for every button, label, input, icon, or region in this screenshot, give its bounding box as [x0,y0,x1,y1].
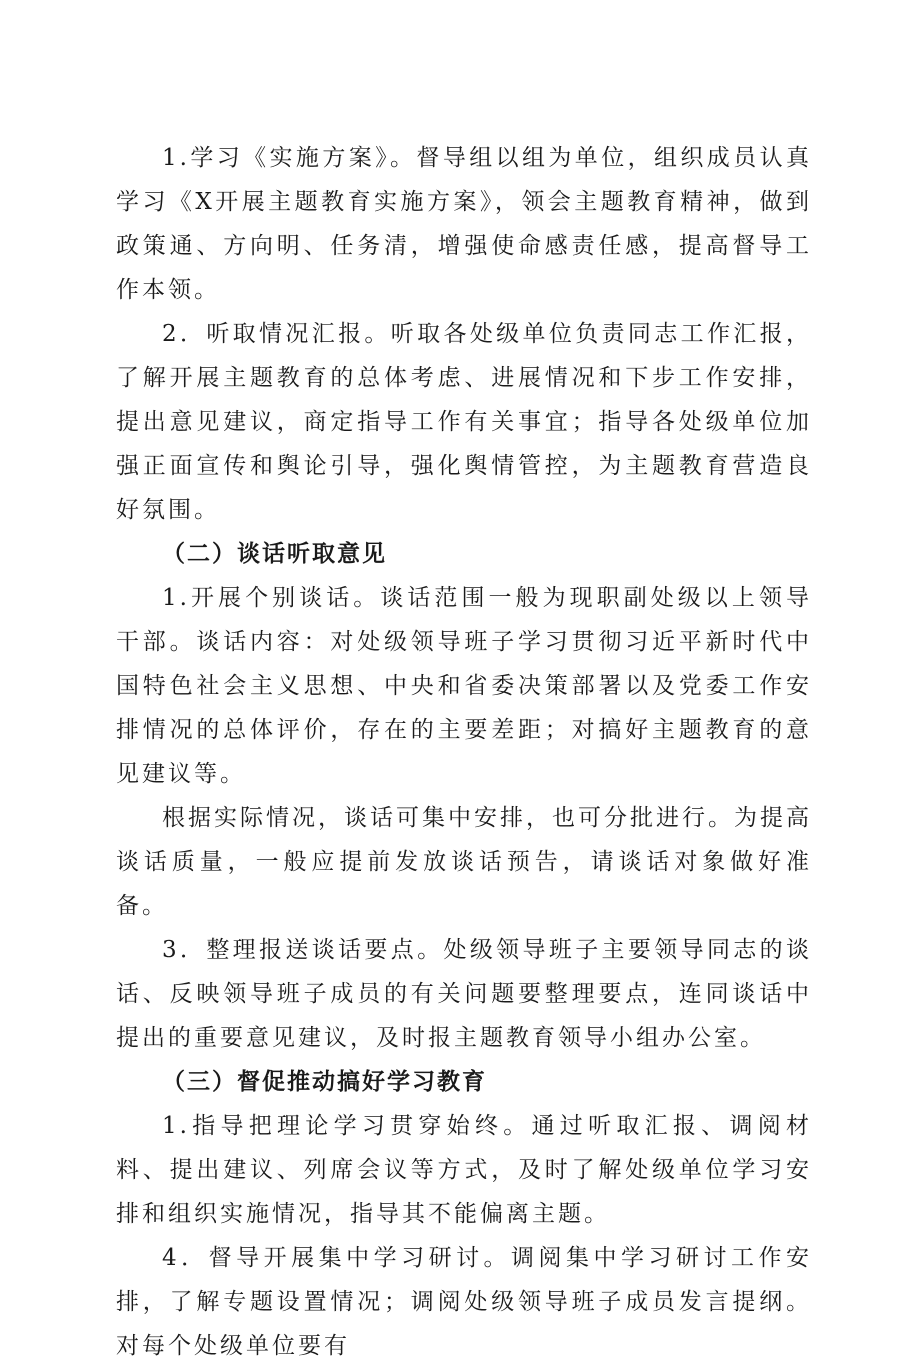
paragraph-individual-talks: 1.开展个别谈话。谈话范围一般为现职副处级以上领导干部。谈话内容：对处级领导班子学习贯彻习近平新时代中国特色社会主义思想、中央和省委决策部署以及党委工作安排情况的总体评价，存在的主要差距；对搞好主题教育的意见建议等。 [116,585,812,787]
section-heading-study-education: （三）督促推动搞好学习教育 [162,1068,487,1095]
document-body [116,136,812,1368]
paragraph-theory-study: 1.指导把理论学习贯穿始终。通过听取汇报、调阅材料、提出建议、列席会议等方式，及时了解处级单位学习安排和组织实施情况，指导其不能偏离主题。 [116,1113,812,1227]
paragraph-collective-study: 4．督导开展集中学习研讨。调阅集中学习研讨工作安排，了解专题设置情况；调阅处级领导班子成员发言提纲。对每个处级单位要有 [116,1245,812,1359]
paragraph-report-talk-points: 3．整理报送谈话要点。处级领导班子主要领导同志的谈话、反映领导班子成员的有关问题要整理要点，连同谈话中提出的重要意见建议，及时报主题教育领导小组办公室。 [116,937,812,1051]
paragraph-hear-reports: 2．听取情况汇报。听取各处级单位负责同志工作汇报，了解开展主题教育的总体考虑、进展情况和下步工作安排，提出意见建议，商定指导工作有关事宜；指导各处级单位加强正面宣传和舆论引导，强化舆情管控，为主题教育营造良好氛围。 [116,321,812,523]
paragraph-talk-arrangement: 根据实际情况，谈话可集中安排，也可分批进行。为提高谈话质量，一般应提前发放谈话预告，请谈话对象做好准备。 [116,805,812,919]
section-heading-talks: （二）谈话听取意见 [162,540,387,567]
paragraph-study-plan: 1.学习《实施方案》。督导组以组为单位，组织成员认真学习《X开展主题教育实施方案》，领会主题教育精神，做到政策通、方向明、任务清，增强使命感责任感，提高督导工作本领。 [116,145,812,303]
